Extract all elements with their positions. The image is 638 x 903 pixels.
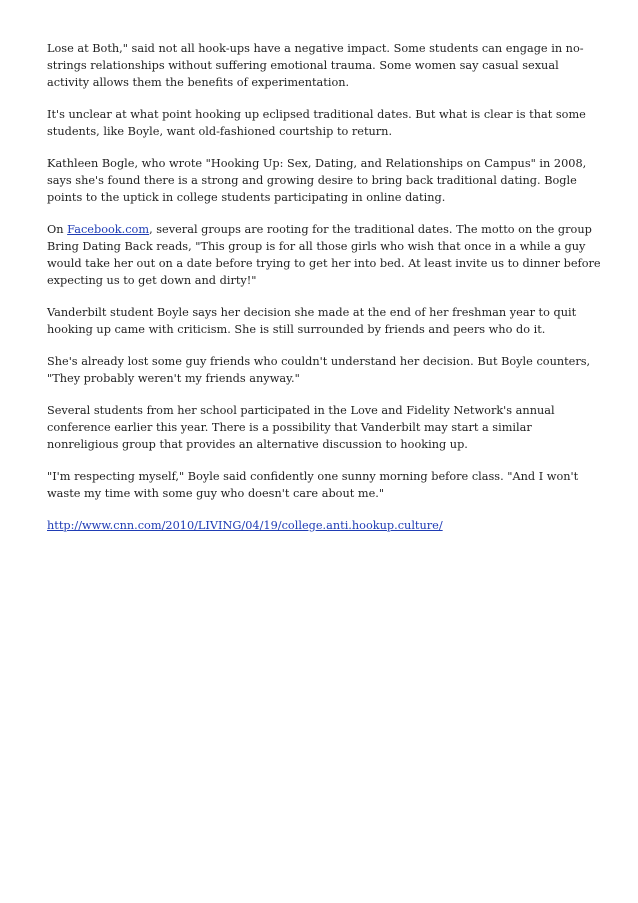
- paragraph-6: She's already lost some guy friends who couldn't understand her decision. But Boyle counters, "They probably weren't my friends anyway.": [47, 355, 591, 385]
- source-paragraph: [47, 517, 602, 534]
- paragraph-4-text: , several groups are rooting for the traditional dates. The motto on the group Bring Dating Back reads, "This group is for all those girls who wish that once in a while a guy would take her out on a date before trying to get her into bed. At least invite us to dinner before expecting us to get down and dirty!": [47, 223, 601, 287]
- paragraph-3: Kathleen Bogle, who wrote "Hooking Up: Sex, Dating, and Relationships on Campus" in 2008, says she's found there is a strong and growing desire to bring back traditional dating. Bogle points to the uptick in college students participating in online dating.: [47, 157, 587, 204]
- paragraph-8: "I'm respecting myself," Boyle said confidently one sunny morning before class. "And I won't waste my time with some guy who doesn't care about me.": [47, 470, 579, 500]
- paragraph-1: Lose at Both," said not all hook-ups have a negative impact. Some students can engage in no-strings relationships without suffering emotional trauma. Some women say casual sexual activity allows them the benefits of experimentation.: [47, 42, 584, 89]
- paragraph-4: [47, 221, 602, 289]
- paragraph-7: Several students from her school participated in the Love and Fidelity Network's annual conference earlier this year. There is a possibility that Vanderbilt may start a similar nonreligious group that provides an alternative discussion to hooking up.: [47, 404, 555, 451]
- paragraph-4-prefix: On: [47, 223, 68, 236]
- document-page: [47, 40, 602, 549]
- paragraph-2: It's unclear at what point hooking up eclipsed traditional dates. But what is clear is that some students, like Boyle, want old-fashioned courtship to return.: [47, 108, 586, 138]
- facebook-link[interactable]: Facebook.com: [67, 223, 150, 236]
- source-link[interactable]: http://www.cnn.com/2010/LIVING/04/19/college.anti.hookup.culture/: [47, 519, 443, 532]
- paragraph-5: Vanderbilt student Boyle says her decision she made at the end of her freshman year to quit hooking up came with criticism. She is still surrounded by friends and peers who do it.: [47, 306, 577, 336]
